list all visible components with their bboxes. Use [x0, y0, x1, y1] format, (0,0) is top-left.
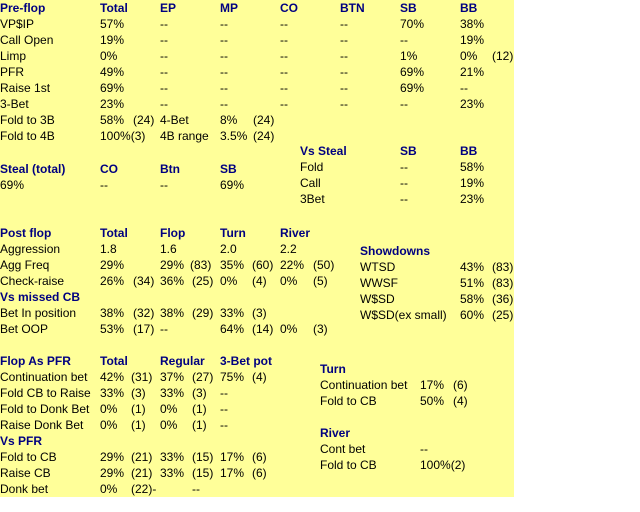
- postflop-col-total: Total: [100, 226, 128, 240]
- vs-pfr-count: (21): [131, 450, 153, 464]
- postflop-count: (34): [133, 274, 155, 288]
- preflop-cell: --: [220, 33, 228, 47]
- postflop-cell: 2.0: [220, 242, 237, 256]
- flop-as-pfr-col-regular: Regular: [160, 354, 205, 368]
- preflop-col-total: Total: [100, 1, 128, 15]
- preflop-cell: --: [400, 97, 408, 111]
- preflop-row-label: VP$IP: [0, 17, 35, 31]
- preflop-cell: --: [280, 97, 288, 111]
- preflop-cell: --: [160, 97, 168, 111]
- postflop-cell: 35%: [220, 258, 245, 272]
- fold-to-3b-value: 58%: [100, 113, 125, 127]
- preflop-cell: --: [280, 81, 288, 95]
- flop-as-pfr-count: (4): [252, 370, 267, 384]
- postflop-title: Post flop: [0, 226, 52, 240]
- preflop-cell: --: [400, 33, 408, 47]
- flop-as-pfr-count: (3): [131, 386, 146, 400]
- vs-missed-count: (3): [313, 322, 328, 336]
- four-bet-range-value: 3.5%: [220, 129, 248, 143]
- turn-count: (4): [453, 394, 468, 408]
- vs-steal-cell: --: [400, 192, 408, 206]
- preflop-cell: 70%: [400, 17, 425, 31]
- preflop-cell: 19%: [460, 33, 485, 47]
- postflop-col-river: River: [280, 226, 311, 240]
- preflop-cell: --: [280, 33, 288, 47]
- preflop-cell: --: [220, 17, 228, 31]
- vs-steal-row-label: Fold: [300, 160, 324, 174]
- preflop-cell: 69%: [400, 65, 425, 79]
- preflop-row-label: PFR: [0, 65, 24, 79]
- vs-pfr-cell: 17%: [220, 450, 245, 464]
- vs-missed-count: (29): [192, 306, 214, 320]
- showdown-label: WTSD: [360, 260, 396, 274]
- flop-as-pfr-cell: 42%: [100, 370, 125, 384]
- preflop-cell: 57%: [100, 17, 125, 31]
- flop-as-pfr-cell: 0%: [100, 418, 118, 432]
- river-value: --: [420, 442, 428, 456]
- postflop-cell: 36%: [160, 274, 185, 288]
- showdown-value: 43%: [460, 260, 485, 274]
- steal-title: Steal (total): [0, 162, 66, 176]
- flop-as-pfr-count: (1): [131, 418, 146, 432]
- vs-pfr-count: (6): [252, 450, 267, 464]
- preflop-row-label: Limp: [0, 49, 27, 63]
- flop-as-pfr-col-total: Total: [100, 354, 128, 368]
- preflop-cell: 0%: [460, 49, 478, 63]
- vs-pfr-cell: 29%: [100, 450, 125, 464]
- showdown-count: (36): [492, 292, 514, 306]
- vs-pfr-cell: 29%: [100, 466, 125, 480]
- preflop-cell: 49%: [100, 65, 125, 79]
- flop-as-pfr-cell: 33%: [160, 386, 185, 400]
- flop-as-pfr-row-label: Continuation bet: [0, 370, 88, 384]
- vs-steal-cell: 58%: [460, 160, 485, 174]
- postflop-row-label: Agg Freq: [0, 258, 50, 272]
- vs-steal-row-label: 3Bet: [300, 192, 325, 206]
- vs-missed-cell: 38%: [160, 306, 185, 320]
- flop-as-pfr-count: (27): [192, 370, 214, 384]
- postflop-count: (4): [252, 274, 267, 288]
- river-row-label: Fold to CB: [320, 458, 377, 472]
- vs-missed-cell: 0%: [280, 322, 298, 336]
- preflop-cell: 21%: [460, 65, 485, 79]
- preflop-sample-count: (12): [492, 49, 514, 63]
- preflop-col-bb: BB: [460, 1, 478, 15]
- fold-to-4b-label: Fold to 4B: [0, 129, 55, 143]
- showdown-label: W$SD: [360, 292, 395, 306]
- turn-count: (6): [453, 378, 468, 392]
- preflop-cell: 23%: [100, 97, 125, 111]
- vs-missed-row-label: Bet OOP: [0, 322, 49, 336]
- showdown-count: (25): [492, 308, 514, 322]
- steal-col-co: CO: [100, 162, 118, 176]
- flop-as-pfr-title: Flop As PFR: [0, 354, 71, 368]
- preflop-cell: --: [160, 17, 168, 31]
- flop-as-pfr-cell: 33%: [100, 386, 125, 400]
- preflop-cell: 23%: [460, 97, 485, 111]
- vs-missed-count: (14): [252, 322, 274, 336]
- postflop-row-label: Check-raise: [0, 274, 65, 288]
- vs-steal-col-bb: BB: [460, 144, 478, 158]
- vs-pfr-cell: 17%: [220, 466, 245, 480]
- preflop-cell: --: [340, 65, 348, 79]
- vs-missed-cell: 64%: [220, 322, 245, 336]
- preflop-col-co: CO: [280, 1, 298, 15]
- vs-steal-row-label: Call: [300, 176, 321, 190]
- fold-to-4b-value: 100%(3): [100, 129, 146, 143]
- steal-col-sb: SB: [220, 162, 237, 176]
- river-value: 100%(2): [420, 458, 466, 472]
- showdown-value: 51%: [460, 276, 485, 290]
- preflop-cell: --: [160, 49, 168, 63]
- preflop-cell: 69%: [400, 81, 425, 95]
- vs-pfr-count: (21): [131, 466, 153, 480]
- preflop-cell: 38%: [460, 17, 485, 31]
- preflop-cell: --: [220, 97, 228, 111]
- showdown-value: 58%: [460, 292, 485, 306]
- vs-missed-cb-title: Vs missed CB: [0, 290, 81, 304]
- showdowns-title: Showdowns: [360, 244, 430, 258]
- postflop-cell: 0%: [220, 274, 238, 288]
- preflop-col-sb: SB: [400, 1, 417, 15]
- vs-steal-cell: --: [400, 176, 408, 190]
- turn-value: 50%: [420, 394, 445, 408]
- vs-pfr-row-label: Fold to CB: [0, 450, 57, 464]
- vs-missed-cell: 38%: [100, 306, 125, 320]
- steal-col-btn: Btn: [160, 162, 180, 176]
- preflop-cell: 69%: [100, 81, 125, 95]
- preflop-cell: --: [460, 81, 468, 95]
- turn-row-label: Continuation bet: [320, 378, 408, 392]
- flop-as-pfr-cell: 75%: [220, 370, 245, 384]
- postflop-count: (5): [313, 274, 328, 288]
- postflop-cell: 1.6: [160, 242, 177, 256]
- four-bet-value: 8%: [220, 113, 238, 127]
- flop-as-pfr-count: (3): [192, 386, 207, 400]
- flop-as-pfr-cell: 0%: [100, 402, 118, 416]
- flop-as-pfr-count: (1): [192, 418, 207, 432]
- turn-value: 17%: [420, 378, 445, 392]
- vs-pfr-count: (15): [192, 450, 214, 464]
- postflop-cell: 2.2: [280, 242, 297, 256]
- flop-as-pfr-col-3bet-pot: 3-Bet pot: [220, 354, 272, 368]
- flop-as-pfr-cell: --: [220, 402, 228, 416]
- vs-steal-cell: 23%: [460, 192, 485, 206]
- postflop-col-turn: Turn: [220, 226, 246, 240]
- preflop-cell: --: [280, 65, 288, 79]
- flop-as-pfr-row-label: Raise Donk Bet: [0, 418, 84, 432]
- four-bet-range-label: 4B range: [160, 129, 209, 143]
- preflop-row-label: 3-Bet: [0, 97, 29, 111]
- four-bet-label: 4-Bet: [160, 113, 189, 127]
- vs-missed-cell: 33%: [220, 306, 245, 320]
- postflop-cell: 0%: [280, 274, 298, 288]
- steal-cell: --: [100, 178, 108, 192]
- flop-as-pfr-count: (31): [131, 370, 153, 384]
- vs-missed-cell: 53%: [100, 322, 125, 336]
- flop-as-pfr-cell: --: [220, 386, 228, 400]
- flop-as-pfr-count: (1): [131, 402, 146, 416]
- showdown-label: WWSF: [360, 276, 398, 290]
- preflop-cell: --: [340, 97, 348, 111]
- showdown-count: (83): [492, 276, 514, 290]
- preflop-cell: --: [340, 81, 348, 95]
- postflop-cell: 26%: [100, 274, 125, 288]
- preflop-row-label: Call Open: [0, 33, 54, 47]
- river-row-label: Cont bet: [320, 442, 366, 456]
- postflop-cell: 29%: [100, 258, 125, 272]
- vs-pfr-cell: 33%: [160, 466, 185, 480]
- preflop-col-ep: EP: [160, 1, 177, 15]
- preflop-col-mp: MP: [220, 1, 238, 15]
- showdown-count: (83): [492, 260, 514, 274]
- vs-pfr-title: Vs PFR: [0, 434, 43, 448]
- vs-pfr-count: (6): [252, 466, 267, 480]
- flop-as-pfr-row-label: Fold to Donk Bet: [0, 402, 90, 416]
- postflop-count: (25): [192, 274, 214, 288]
- preflop-cell: --: [340, 33, 348, 47]
- vs-missed-cell: --: [160, 322, 168, 336]
- preflop-cell: --: [160, 81, 168, 95]
- preflop-cell: --: [280, 49, 288, 63]
- preflop-col-btn: BTN: [340, 1, 365, 15]
- postflop-count: (60): [252, 258, 274, 272]
- postflop-count: (83): [190, 258, 212, 272]
- four-bet-range-count: (24): [253, 129, 275, 143]
- postflop-col-flop: Flop: [160, 226, 186, 240]
- flop-as-pfr-cell: --: [220, 418, 228, 432]
- vs-steal-title: Vs Steal: [300, 144, 347, 158]
- flop-as-pfr-cell: 0%: [160, 418, 178, 432]
- steal-cell: --: [160, 178, 168, 192]
- vs-steal-cell: 19%: [460, 176, 485, 190]
- fold-to-3b-count: (24): [133, 113, 155, 127]
- turn-row-label: Fold to CB: [320, 394, 377, 408]
- four-bet-count: (24): [253, 113, 275, 127]
- vs-missed-count: (17): [133, 322, 155, 336]
- vs-missed-count: (32): [133, 306, 155, 320]
- preflop-cell: --: [280, 17, 288, 31]
- vs-pfr-cell: --: [192, 482, 200, 496]
- preflop-cell: 19%: [100, 33, 125, 47]
- vs-pfr-row-label: Raise CB: [0, 466, 51, 480]
- showdown-value: 60%: [460, 308, 485, 322]
- flop-as-pfr-cell: 0%: [160, 402, 178, 416]
- vs-pfr-cell: 33%: [160, 450, 185, 464]
- preflop-cell: --: [220, 81, 228, 95]
- postflop-count: (50): [313, 258, 335, 272]
- vs-steal-cell: --: [400, 160, 408, 174]
- showdown-label: W$SD(ex small): [360, 308, 447, 322]
- vs-pfr-count: (15): [192, 466, 214, 480]
- river-title: River: [320, 426, 351, 440]
- postflop-cell: 22%: [280, 258, 305, 272]
- preflop-cell: --: [340, 49, 348, 63]
- vs-pfr-count: (22)-: [131, 482, 157, 496]
- preflop-title: Pre-flop: [0, 1, 46, 15]
- vs-missed-row-label: Bet In position: [0, 306, 77, 320]
- fold-to-3b-label: Fold to 3B: [0, 113, 55, 127]
- vs-pfr-row-label: Donk bet: [0, 482, 49, 496]
- flop-as-pfr-row-label: Fold CB to Raise: [0, 386, 91, 400]
- preflop-cell: 0%: [100, 49, 118, 63]
- vs-pfr-cell: 0%: [100, 482, 118, 496]
- flop-as-pfr-cell: 37%: [160, 370, 185, 384]
- steal-total-value: 69%: [0, 178, 25, 192]
- preflop-cell: --: [160, 65, 168, 79]
- postflop-cell: 1.8: [100, 242, 117, 256]
- preflop-cell: --: [160, 33, 168, 47]
- preflop-cell: 1%: [400, 49, 418, 63]
- preflop-cell: --: [220, 65, 228, 79]
- flop-as-pfr-count: (1): [192, 402, 207, 416]
- vs-missed-count: (3): [252, 306, 267, 320]
- preflop-cell: --: [220, 49, 228, 63]
- turn-title: Turn: [320, 362, 346, 376]
- preflop-row-label: Raise 1st: [0, 81, 51, 95]
- postflop-cell: 29%: [160, 258, 185, 272]
- vs-steal-col-sb: SB: [400, 144, 417, 158]
- postflop-row-label: Aggression: [0, 242, 61, 256]
- preflop-cell: --: [340, 17, 348, 31]
- steal-cell: 69%: [220, 178, 245, 192]
